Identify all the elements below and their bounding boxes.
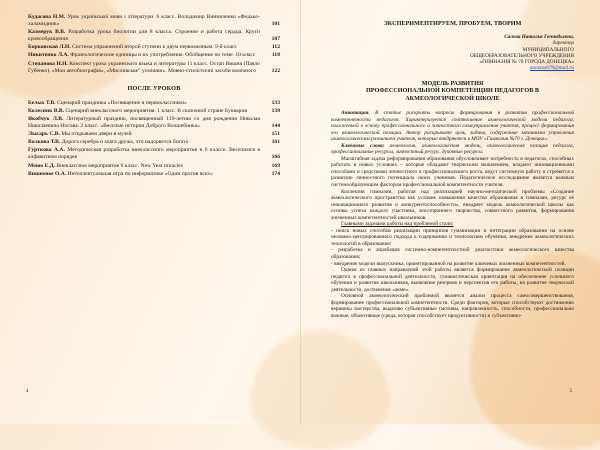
toc-entry-text bbox=[28, 100, 266, 107]
toc-entry[interactable] bbox=[28, 139, 280, 146]
toc-entry[interactable] bbox=[28, 108, 280, 115]
toc-entry-author: Степанова Н.Н. bbox=[28, 60, 68, 67]
toc-entry[interactable] bbox=[28, 163, 280, 170]
toc-entry-page: 138 bbox=[271, 107, 280, 114]
list-item: - внедрение модели выпускника, ориентированной на развитие ключевых жизненных компетентностей. bbox=[331, 260, 566, 267]
toc-entry-author: Мешо Е.Д. bbox=[28, 162, 55, 169]
toc-entry-page: 101 bbox=[271, 21, 280, 28]
toc-entry-text bbox=[28, 139, 266, 146]
list-item: - поиск новых способов реализации принципов гуманизации и интеграции образования на основе человеко-центрированного подхода к содержанию и технологиям обучения, внедрение акмеологических технологий в образование; bbox=[331, 227, 574, 247]
toc-entry-title: Урок української мови і літератури. 6 класс. Володимир Винниченко «Федько-халамидник» bbox=[28, 14, 260, 28]
article-title bbox=[331, 80, 574, 102]
toc-entry-text bbox=[28, 61, 266, 75]
table-of-contents bbox=[28, 14, 280, 75]
toc-entry-author: Белых Т.В. bbox=[28, 99, 56, 106]
abstract-text: В статье раскрыты вопросы формирования и развития профессиональной компетентности педагогов. Характеризуется соотношение акмеологической модели педагога, положенной в основу профессионального и личностного самоуправления учителя, процесс формирования его акмеологической позиции. Автор раскрывает цель, задачи, содержание механизма управления акмеологическим развитием учителя, которые внедряются в МОУ «Гимназия №70 г. Донецка». bbox=[331, 110, 574, 143]
author-affiliation bbox=[331, 34, 574, 72]
keywords-label: Ключевые слова: bbox=[341, 142, 385, 149]
toc-entry-page: 169 bbox=[271, 162, 280, 169]
toc-entry[interactable] bbox=[28, 52, 280, 59]
toc-entry-text bbox=[28, 29, 266, 43]
toc-entry[interactable] bbox=[28, 44, 280, 51]
toc-entry-author: Никитенко Л.А. bbox=[28, 52, 69, 59]
page-number: 5 bbox=[569, 389, 572, 394]
toc-entry-title: Методическая разработка внеклассного мероприятия в 6 классе. Веселимся в алфавитном порядке bbox=[28, 147, 260, 161]
toc-entry-author: Гурткова А.А. bbox=[28, 147, 65, 154]
section-title: ПОСЛЕ УРОКОВ bbox=[127, 84, 181, 92]
toc-entry-text bbox=[28, 116, 266, 130]
toc-entry-author: Казмерук В.В. bbox=[28, 29, 66, 36]
toc-entry-author: Якобчук Л.В. bbox=[28, 115, 64, 122]
toc-entry-text bbox=[28, 14, 266, 28]
toc-entry[interactable] bbox=[28, 147, 280, 161]
organization-line: МУНИЦИПАЛЬНОГО bbox=[522, 46, 574, 53]
toc-entry-page: 133 bbox=[271, 99, 280, 106]
toc-entry-page: 161 bbox=[271, 139, 280, 146]
toc-entry-page: 144 bbox=[271, 123, 280, 130]
toc-entry-author: Колесник В.В. bbox=[28, 107, 64, 114]
toc-entry-title: Система упражнений второй ступени к двум первомизным. 9-й класс bbox=[72, 44, 238, 51]
toc-entry-page: 118 bbox=[271, 52, 280, 59]
toc-entry[interactable] bbox=[28, 61, 280, 75]
toc-entry-text bbox=[28, 44, 266, 51]
toc-entry-page: 112 bbox=[271, 44, 280, 51]
toc-entry-text bbox=[28, 131, 266, 138]
toc-entry[interactable] bbox=[28, 171, 280, 178]
toc-entry[interactable] bbox=[28, 14, 280, 28]
toc-entry-text bbox=[28, 52, 266, 59]
toc-entry-author: Вишневое О.А. bbox=[28, 170, 67, 177]
list-item: - разработка и апробация системно-компетентностной диагностики акмеологического качества образования; bbox=[331, 247, 574, 261]
toc-entry-text bbox=[28, 147, 266, 161]
journal-header: ЭКСПЕРИМЕНТИРУЕМ, ПРОБУЕМ, ТВОРИМ bbox=[383, 20, 522, 27]
article-title-line: ПРОФЕССИОНАЛЬНОЙ КОМПЕТЕНЦИИ ПЕДАГОГОВ В bbox=[365, 87, 540, 95]
toc-entry-page: 174 bbox=[271, 170, 280, 177]
body-paragraph: Основной акмеологический проблемой является анализ процесса самосовершенствования, формирование профессиональной компетентности. Среди факторов, которые способствуют достижению вершины мастерства, выделяю субъективные (мотивы, направленность, способности, профессионально важные, объективные (среда, которая способствует продуктивности) и субъективно- bbox=[331, 293, 574, 319]
author-name: Салова Наталья Геннадьевна, bbox=[504, 34, 574, 40]
toc-entry-page: 151 bbox=[271, 131, 280, 138]
toc-entry[interactable] bbox=[28, 29, 280, 43]
toc-entry-title: Интеллектуальная игра по информатике «Один против всех» bbox=[67, 170, 213, 177]
toc-entry-title: Сценарий праздника «Посвящение в первоклассники» bbox=[57, 99, 187, 106]
body-paragraph: Коллектив гимназии, работая над реализацией научно-методической проблемы «Создание акмеологического пространства как условие повышения качества образования в гимназии, ресурс её инновационного развития и конкурентоспособности», внедряет модель акмеологической школы как основы успеха каждого участника, всестороннего творчества, совместного развития, формирования жизненных компетентностей школьников. bbox=[331, 188, 574, 221]
toc-entry-title: Разработка урока биологии для 8 класса. Строение и работа сердца. Круги кровообращения bbox=[28, 29, 260, 43]
toc-entry[interactable] bbox=[28, 100, 280, 107]
organization-line: ОБЩЕОБРАЗОВАТЕЛЬНОГО УЧРЕЖДЕНИЯ bbox=[469, 52, 574, 59]
toc-entry-title: Мы открываем двери в музей bbox=[61, 131, 132, 138]
toc-entry-author: Волкова Т.В. bbox=[28, 139, 61, 146]
toc-entry-page: 166 bbox=[271, 154, 280, 161]
toc-entry[interactable] bbox=[28, 131, 280, 138]
keywords bbox=[331, 143, 574, 156]
toc-entry-author: Кудасова Н.М. bbox=[28, 14, 66, 20]
keywords-text: акмеология, акмеологическая модель, акмеологическая позиция педагога, профессиональные ресурсы, личностный ресурс, духовные ресурсы. bbox=[331, 142, 574, 156]
left-page bbox=[0, 0, 300, 424]
body-paragraph: Одним из главных направлений этой работы является формирование акмеологической позиции педагога в профессиональной деятельности, гуманистическая ориентация на обеспечение успешного обучения и развития школьников, выявление резервов и перспектив его работы, на развитие творческой деятельности, достижение «акме». bbox=[331, 267, 574, 293]
toc-entry-text bbox=[28, 163, 266, 170]
toc-entry-title: Конспект урока украинского языка и литературы 11 класс. Остап Вишня (Павло Губенко). «Мои автобиографія», «Мисливське” усмішки». Мовно-стилістичні засоби комічного bbox=[28, 60, 261, 74]
article-title-line: АКМЕОЛОГИЧЕСКОЙ ШКОЛЕ bbox=[405, 94, 500, 102]
after-lessons-list bbox=[28, 100, 280, 178]
author-position: директор bbox=[552, 40, 574, 47]
toc-entry-title: Внеклассное мероприятие 6 класс. New Year miracles bbox=[56, 162, 183, 169]
abstract-label: Аннотация. bbox=[341, 110, 370, 116]
body-paragraph: Масштабная задача реформирования образования обусловливает потребность в педагогах, способных работать в новых условиях – которые обладают творческим мышлением, владеют инновационными способами и средствами личностного и профессионального роста, ведут системную работу и стремятся к развитию личностного потенциала своих учеников. Педагогическое исследование является важным системообразующим фактором профессиональной компетентности учителя. bbox=[331, 155, 574, 189]
abstract bbox=[331, 110, 574, 143]
toc-entry-author: Борковская Л.Н. bbox=[28, 44, 71, 51]
page-number: 4 bbox=[26, 389, 29, 394]
toc-entry-title: Фразеологические единицы и их употребление. Обобщение по теме. 10 класс bbox=[70, 52, 256, 59]
toc-entry[interactable] bbox=[28, 116, 280, 130]
toc-entry-page: 122 bbox=[271, 67, 280, 74]
organization-line: «ГИМНАЗИЯ № 70 ГОРОДА ДОНЕЦКА» bbox=[479, 59, 574, 66]
toc-entry-author: Лысарь С.В. bbox=[28, 131, 60, 138]
toc-entry-title: Литературный праздник, посвященный 110-летию со дня рождения Николая Николаевича Носова. 2 класс. «Веселые истории Доброго Волшебника» bbox=[28, 115, 260, 130]
toc-entry-text bbox=[28, 171, 266, 178]
tasks-heading: Главными задачами работы над проблемой стали: bbox=[341, 221, 454, 228]
author-email[interactable]: donszosh70@mail.ru bbox=[529, 65, 574, 72]
toc-entry-title: Дорога серебра и злата дружа, что надорвется богата bbox=[61, 139, 189, 146]
toc-entry-title: Сценарий внеклассного мероприятия. 1 класс. В сказочной стране Букварии bbox=[65, 107, 248, 114]
article-title-line: МОДЕЛЬ РАЗВИТИЯ bbox=[421, 79, 484, 87]
toc-entry-page: 107 bbox=[271, 36, 280, 43]
toc-entry-text bbox=[28, 108, 266, 115]
right-page bbox=[300, 0, 600, 424]
organization bbox=[331, 47, 574, 66]
